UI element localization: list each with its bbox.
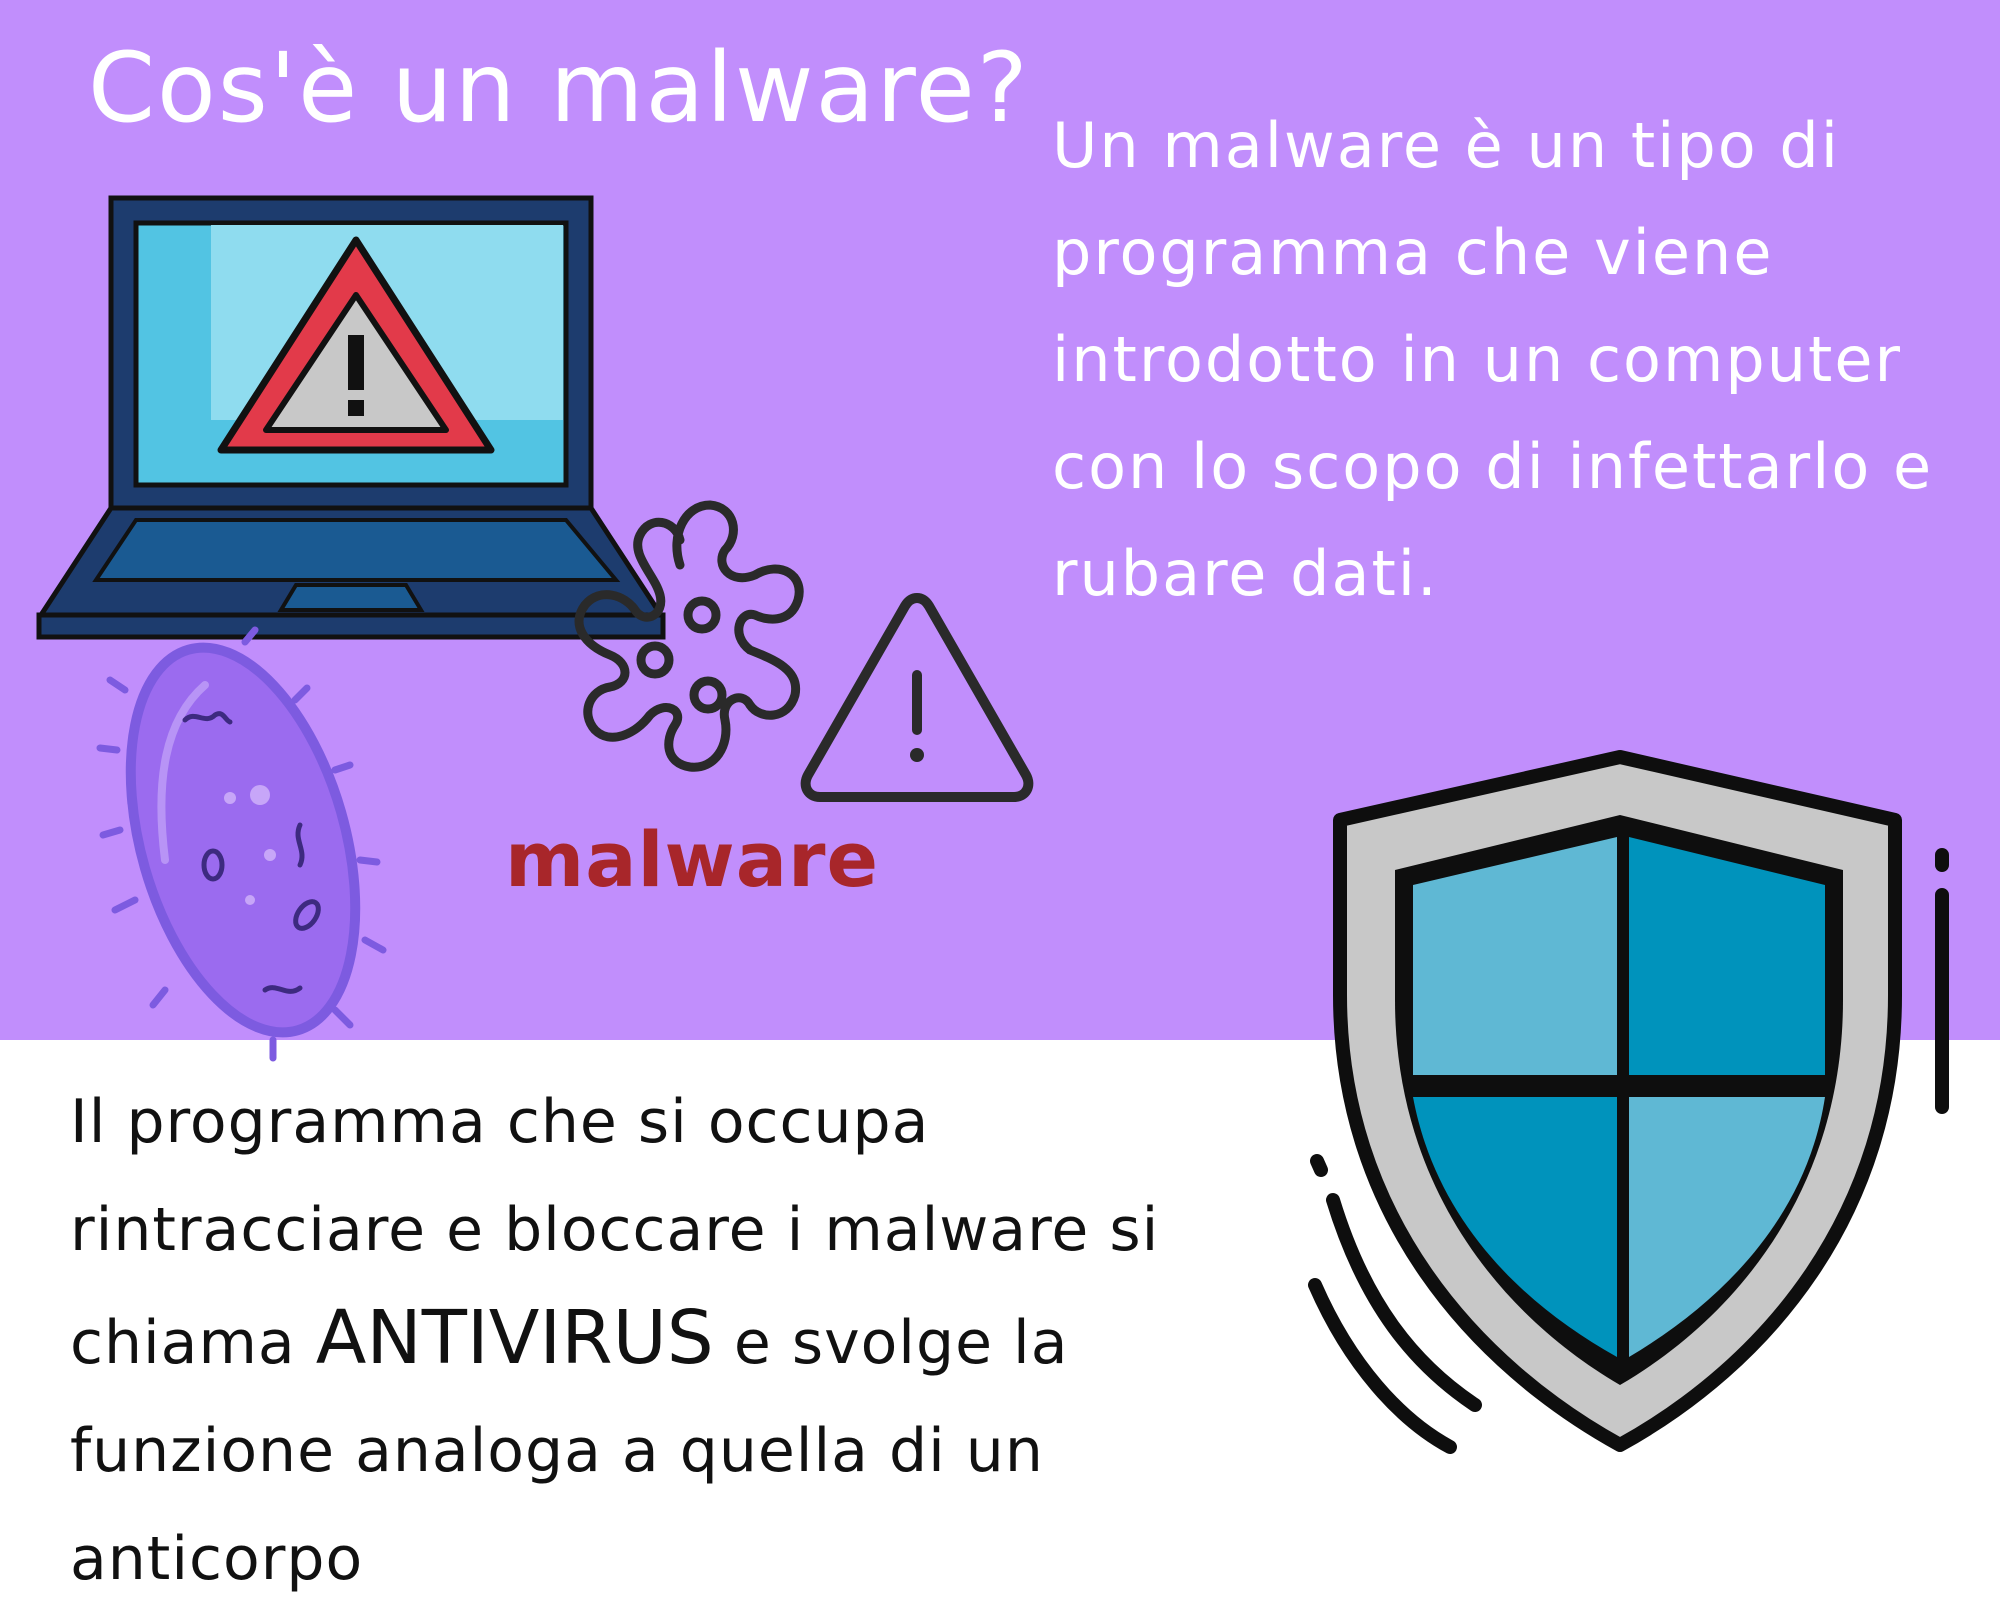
definition-line: Un malware è un tipo di: [1052, 109, 1840, 182]
antivirus-line: anticorpo: [70, 1524, 364, 1594]
antivirus-keyword: ANTIVIRUS: [315, 1295, 714, 1381]
warning-triangle-icon: [800, 590, 1035, 805]
antivirus-line: rintracciare e bloccare i malware si: [70, 1195, 1160, 1265]
definition-line: con lo scopo di infettarlo e: [1052, 430, 1934, 503]
shield-icon: [1295, 745, 1975, 1455]
definition-line: introdotto in un computer: [1052, 323, 1902, 396]
antivirus-line-suffix: e svolge la: [733, 1308, 1069, 1378]
definition-line: programma che viene: [1052, 216, 1774, 289]
page-title: Cos'è un malware?: [88, 32, 1030, 144]
antivirus-line: [70, 1284, 1330, 1397]
definition-line: rubare dati.: [1052, 537, 1439, 610]
antivirus-line-prefix: chiama: [70, 1308, 296, 1378]
antivirus-line: funzione analoga a quella di un: [70, 1416, 1044, 1486]
malware-label: malware: [505, 815, 880, 904]
bacterium-icon: [95, 630, 395, 1070]
antivirus-explanation: [70, 1068, 1330, 1613]
virus-icon: [530, 495, 830, 795]
antivirus-line: Il programma che si occupa: [70, 1087, 930, 1157]
malware-definition: [1052, 92, 1982, 627]
